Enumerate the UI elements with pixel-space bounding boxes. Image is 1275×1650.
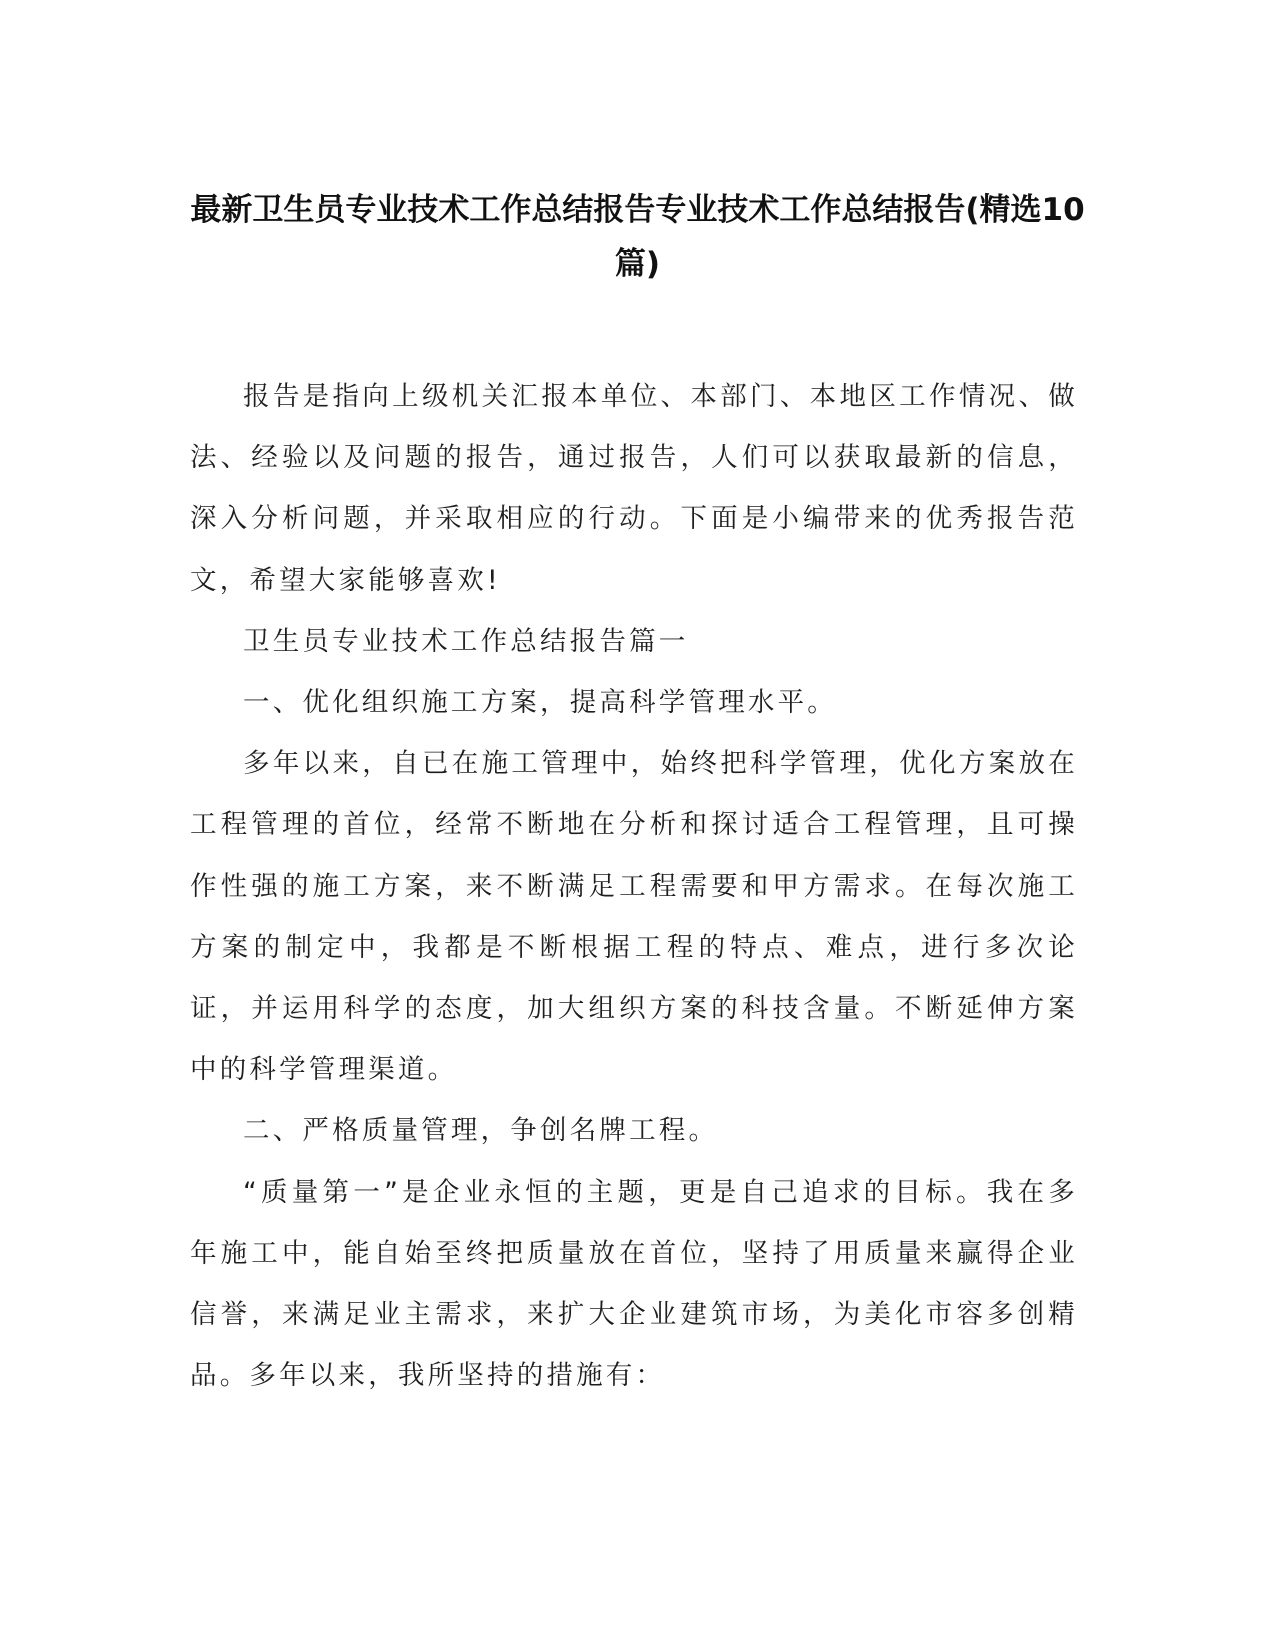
subheading-1: 一、优化组织施工方案，提高科学管理水平。 <box>243 687 837 719</box>
document-title: 最新卫生员专业技术工作总结报告专业技术工作总结报告(精选10篇) <box>190 192 1085 282</box>
document-body <box>190 366 1078 1406</box>
intro-paragraph: 报告是指向上级机关汇报本单位、本部门、本地区工作情况、做法、经验以及问题的报告，通过报告，人们可以获取最新的信息，深入分析问题，并采取相应的行动。下面是小编带来的优秀报告范文，希望大家能够喜欢! <box>190 381 1078 596</box>
body-paragraph-2: “质量第一”是企业永恒的主题，更是自己追求的目标。我在多年施工中，能自始至终把质量放在首位，坚持了用质量来赢得企业信誉，来满足业主需求，来扩大企业建筑市场，为美化市容多创精品。多年以来，我所坚持的措施有： <box>190 1176 1078 1392</box>
subheading-2: 二、严格质量管理，争创名牌工程。 <box>243 1115 719 1147</box>
body-paragraph-1: 多年以来，自已在施工管理中，始终把科学管理，优化方案放在工程管理的首位，经常不断地在分析和探讨适合工程管理，且可操作性强的施工方案，来不断满足工程需要和甲方需求。在每次施工方案的制定中，我都是不断根据工程的特点、难点，进行多次论证，并运用科学的态度，加大组织方案的科技含量。不断延伸方案中的科学管理渠道。 <box>190 748 1078 1086</box>
section-heading: 卫生员专业技术工作总结报告篇一 <box>243 625 689 657</box>
